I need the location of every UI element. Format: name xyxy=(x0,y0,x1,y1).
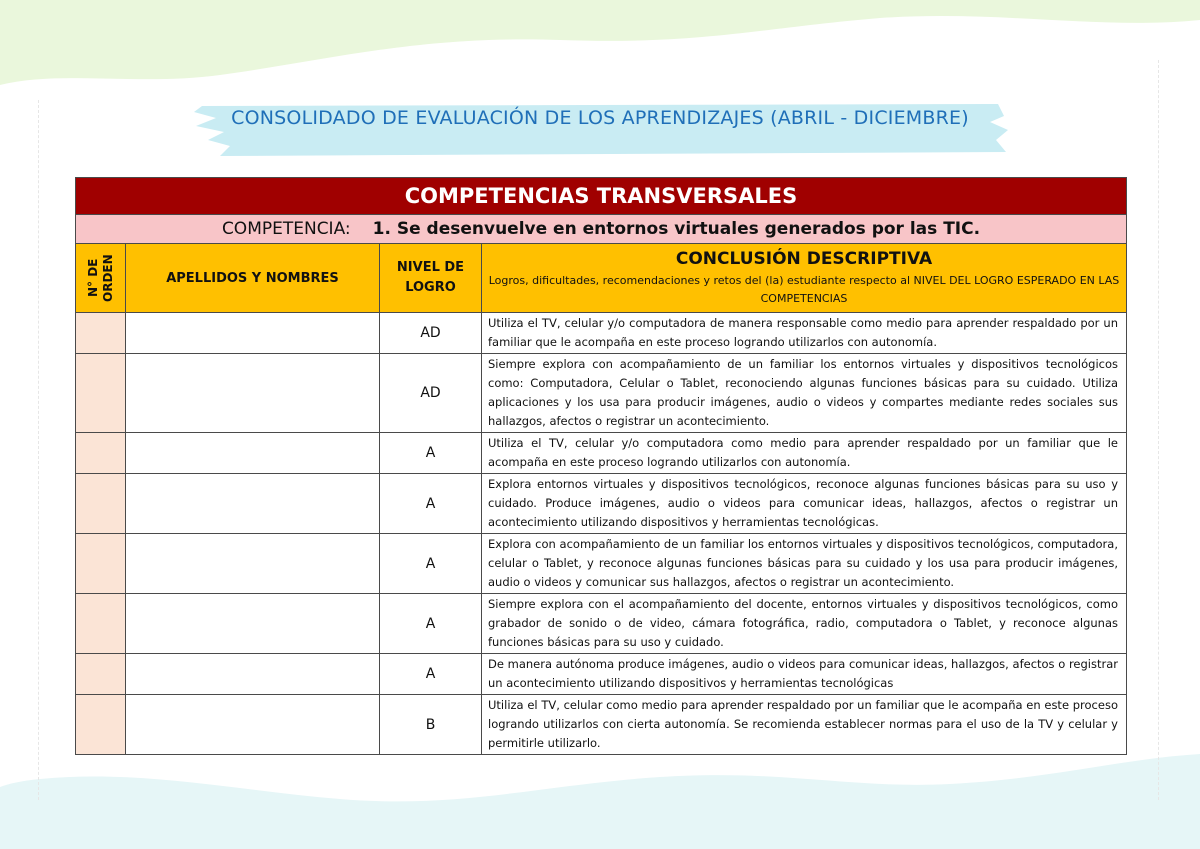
table-row xyxy=(76,695,1127,755)
nombres-cell[interactable] xyxy=(126,433,380,474)
conclusion-cell: Siempre explora con acompañamiento de un familiar los entornos virtuales y dispositivos tecnológicos como: Computadora, Celular o Tablet, reconociendo algunas funciones básicas para su cuidado. Utiliza aplicaciones y los usa para producir imágenes, audio o videos y compartes mediante redes sociales sus hallazgos, afectos o registrar un acontecimiento. xyxy=(482,354,1127,433)
table-row xyxy=(76,313,1127,354)
table-row xyxy=(76,354,1127,433)
conclusion-cell: Utiliza el TV, celular y/o computadora de manera responsable como medio para aprender respaldado por un familiar que le acompaña en este proceso logrando utilizarlos con autonomía. xyxy=(482,313,1127,354)
competencia-text: 1. Se desenvuelve en entornos virtuales generados por las TIC. xyxy=(372,219,981,239)
document-title: CONSOLIDADO DE EVALUACIÓN DE LOS APRENDIZAJES (ABRIL - DICIEMBRE) xyxy=(231,107,969,129)
header-nivel: NIVEL DE LOGRO xyxy=(380,244,482,313)
orden-cell[interactable] xyxy=(76,654,126,695)
nombres-cell[interactable] xyxy=(126,654,380,695)
table-row xyxy=(76,433,1127,474)
orden-cell[interactable] xyxy=(76,594,126,654)
orden-cell[interactable] xyxy=(76,313,126,354)
nombres-cell[interactable] xyxy=(126,313,380,354)
header-conclusion-title: CONCLUSIÓN DESCRIPTIVA xyxy=(675,248,933,269)
table-row xyxy=(76,474,1127,534)
competencia-label: COMPETENCIA: xyxy=(221,219,351,239)
document-title-block xyxy=(190,100,1010,160)
table-row xyxy=(76,594,1127,654)
competencia-row xyxy=(76,215,1127,244)
header-orden xyxy=(76,244,126,313)
nombres-cell[interactable] xyxy=(126,474,380,534)
header-conclusion-subtitle: Logros, dificultades, recomendaciones y retos del (la) estudiante respecto al NIVEL DEL LOGRO ESPERADO EN LAS COMPETENCIAS xyxy=(488,273,1120,305)
nombres-cell[interactable] xyxy=(126,354,380,433)
nivel-cell: A xyxy=(380,534,482,594)
nivel-cell: AD xyxy=(380,313,482,354)
orden-cell[interactable] xyxy=(76,433,126,474)
top-wave-decoration xyxy=(0,0,1200,110)
conclusion-cell: Utiliza el TV, celular y/o computadora como medio para aprender respaldado por un familiar que le acompaña en este proceso logrando utilizarlos con autonomía. xyxy=(482,433,1127,474)
nivel-cell: B xyxy=(380,695,482,755)
page-guide-right xyxy=(1158,60,1159,800)
header-orden-label: N° DE ORDEN xyxy=(85,254,115,302)
nivel-cell: A xyxy=(380,433,482,474)
table-row xyxy=(76,534,1127,594)
orden-cell[interactable] xyxy=(76,354,126,433)
nombres-cell[interactable] xyxy=(126,594,380,654)
orden-cell[interactable] xyxy=(76,474,126,534)
competencias-banner: COMPETENCIAS TRANSVERSALES xyxy=(76,178,1127,215)
nivel-cell: A xyxy=(380,654,482,695)
conclusion-cell: Utiliza el TV, celular como medio para aprender respaldado por un familiar que le acompaña en este proceso logrando utilizarlos con cierta autonomía. Se recomienda establecer normas para el uso de la TV y celular y permitirle utilizarlo. xyxy=(482,695,1127,755)
conclusion-cell: Explora entornos virtuales y dispositivos tecnológicos, reconoce algunas funciones básicas para su uso y cuidado. Produce imágenes, audio o videos para comunicar ideas, hallazgos, afectos o registrar un acontecimiento utilizando dispositivos y herramientas tecnológicas. xyxy=(482,474,1127,534)
header-conclusion xyxy=(482,244,1127,313)
nivel-cell: A xyxy=(380,474,482,534)
orden-cell[interactable] xyxy=(76,534,126,594)
bottom-wave-decoration xyxy=(0,739,1200,849)
conclusion-cell: Siempre explora con el acompañamiento del docente, entornos virtuales y dispositivos tecnológicos, como grabador de sonido o de video, cámara fotográfica, radio, computadora o Tablet, y reconoce algunas funciones básicas para su uso y cuidado. xyxy=(482,594,1127,654)
orden-cell[interactable] xyxy=(76,695,126,755)
nivel-cell: A xyxy=(380,594,482,654)
nivel-cell: AD xyxy=(380,354,482,433)
nombres-cell[interactable] xyxy=(126,534,380,594)
page-guide-left xyxy=(38,100,39,800)
header-nombres: APELLIDOS Y NOMBRES xyxy=(126,244,380,313)
table-row xyxy=(76,654,1127,695)
conclusion-cell: De manera autónoma produce imágenes, audio o videos para comunicar ideas, hallazgos, afectos o registrar un acontecimiento utilizando dispositivos y herramientas tecnológicas xyxy=(482,654,1127,695)
conclusion-cell: Explora con acompañamiento de un familiar los entornos virtuales y dispositivos tecnológicos, computadora, celular o Tablet, y reconoce algunas funciones básicas para su cuidado y los usa para producir imágenes, audio o videos y comunicar sus hallazgos, afectos o registrar un acontecimiento. xyxy=(482,534,1127,594)
nombres-cell[interactable] xyxy=(126,695,380,755)
evaluation-table xyxy=(75,177,1127,755)
